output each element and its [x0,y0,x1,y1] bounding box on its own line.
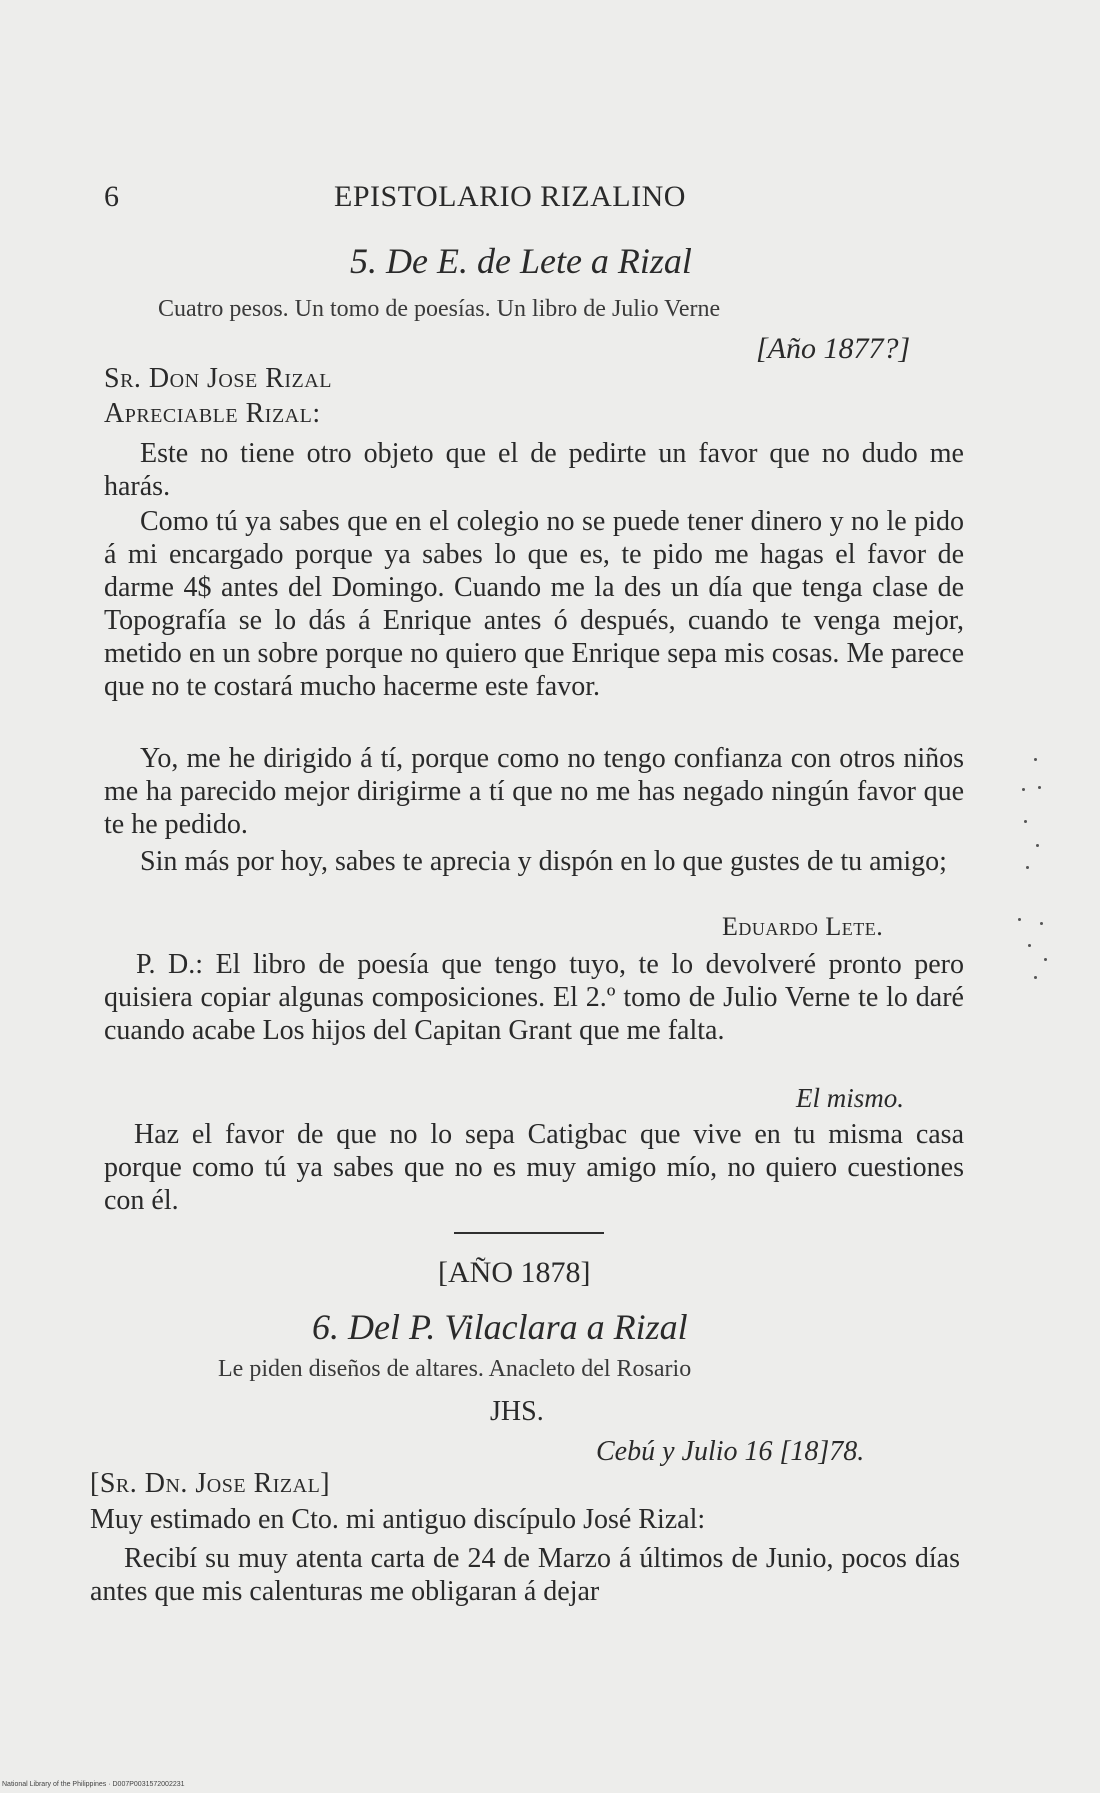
letter5-paragraph-3: Yo, me he dirigido á tí, porque como no tengo confianza con otros niños me ha parecido mejor dirigirme a tí que no me has negado ningún favor que te he pedido. [104,743,964,840]
letter6-paragraph: Recibí su muy atenta carta de 24 de Marzo á últimos de Junio, pocos días antes que mis calenturas me obligaran á dejar [90,1543,960,1607]
footer-credit: National Library of the Philippines · D007P0031572002231 [2,1781,185,1788]
letter5-signature: Eduardo Lete. [722,912,884,941]
year-heading: [AÑO 1878] [438,1256,591,1289]
letter5-paragraph-1: Este no tiene otro objeto que el de pedirte un favor que no dudo me harás. [104,438,964,502]
letter5-addressee: Sr. Don Jose Rizal [104,363,332,394]
section-divider [454,1232,604,1234]
letter5-postscript-signature: El mismo. [796,1083,904,1113]
letter5-paragraph-4: Sin más por hoy, sabes te aprecia y dispón en lo que gustes de tu amigo; [140,846,947,877]
page-number: 6 [104,180,120,213]
letter6-salutation: Muy estimado en Cto. mi antiguo discípulo José Rizal: [90,1504,706,1535]
letter5-title: 5. De E. de Lete a Rizal [350,241,692,281]
letter5-paragraph-2: Como tú ya sabes que en el colegio no se puede tener dinero y no le pido á mi encargado porque ya sabes lo que es, te pido me hagas el favor de darme 4$ antes del Domingo. Cuando me la des un día que tenga clase de Topografía se lo dás á Enrique antes ó después, cuando te venga mejor, metido en un sobre porque no quiero que Enrique sepa mis cosas. Me parece que no te costará mucho hacerme este favor. [104,506,964,702]
letter6-title: 6. Del P. Vilaclara a Rizal [312,1307,688,1347]
letter5-summary: Cuatro pesos. Un tomo de poesías. Un libro de Julio Verne [158,296,721,322]
letter5-postscript: P. D.: El libro de poesía que tengo tuyo, te lo devolveré pronto pero quisiera copiar algunas composiciones. El 2.º tomo de Julio Verne te lo daré cuando acabe Los hijos del Capitan Grant que me falta. [104,949,964,1046]
letter5-salutation: Apreciable Rizal: [104,398,321,429]
letter6-monogram: JHS. [490,1396,544,1427]
letter6-summary: Le piden diseños de altares. Anacleto del Rosario [218,1356,692,1382]
letter5-closing-note: Haz el favor de que no lo sepa Catigbac que vive en tu misma casa porque como tú ya sabes que no es muy amigo mío, no quiero cuestiones con él. [104,1119,964,1216]
letter6-place-date: Cebú y Julio 16 [18]78. [596,1436,865,1467]
running-title: EPISTOLARIO RIZALINO [334,180,686,213]
letter5-date: [Año 1877?] [756,332,911,365]
letter6-addressee: [Sr. Dn. Jose Rizal] [90,1468,331,1499]
margin-scan-specks [1008,758,1058,988]
